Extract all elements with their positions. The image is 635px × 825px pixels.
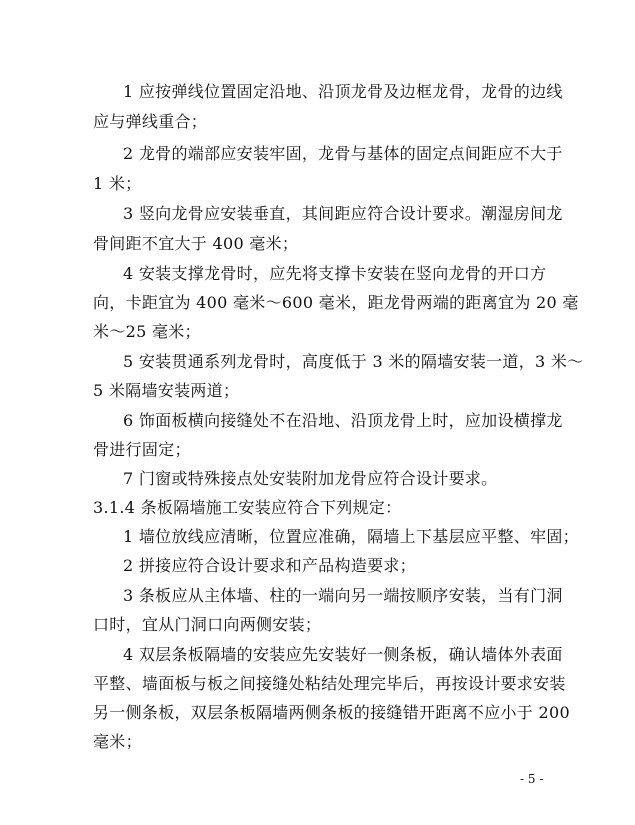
text-line: 6 饰面板横向接缝处不在沿地、沿顶龙骨上时，应加设横撑龙 bbox=[123, 411, 563, 430]
page-number: - 5 - bbox=[520, 772, 544, 786]
text-line: 5 米隔墙安装两道； bbox=[93, 381, 240, 400]
text-line: 米～25 毫米； bbox=[93, 322, 201, 341]
text-line: 应与弹线重合； bbox=[93, 112, 208, 131]
section-heading: 3.1.4 条板隔墙施工安装应符合下列规定： bbox=[93, 498, 402, 517]
text-line: 3 条板应从主体墙、柱的一端向另一端按顺序安装，当有门洞 bbox=[123, 586, 563, 605]
text-line: 平整、墙面板与板之间接缝处粘结处理完毕后，再按设计要求安装 bbox=[93, 674, 566, 693]
text-line: 毫米； bbox=[93, 732, 142, 751]
text-line: 1 米； bbox=[93, 174, 142, 193]
text-line: 1 墙位放线应清晰，位置应准确，隔墙上下基层应平整、牢固； bbox=[123, 527, 579, 546]
text-line: 7 门窗或特殊接点处安装附加龙骨应符合设计要求。 bbox=[123, 469, 498, 488]
text-line: 5 安装贯通系列龙骨时，高度低于 3 米的隔墙安装一道，3 米～ bbox=[123, 352, 584, 371]
text-line: 1 应按弹线位置固定沿地、沿顶龙骨及边框龙骨，龙骨的边线 bbox=[123, 82, 563, 101]
text-line: 骨进行固定； bbox=[93, 440, 191, 459]
text-line: 口时，宜从门洞口向两侧安装； bbox=[93, 615, 322, 634]
text-line: 3 竖向龙骨应安装垂直，其间距应符合设计要求。潮湿房间龙 bbox=[123, 204, 563, 223]
text-line: 4 安装支撑龙骨时，应先将支撑卡安装在竖向龙骨的开口方 bbox=[123, 264, 547, 283]
text-line: 2 拼接应符合设计要求和产品构造要求； bbox=[123, 556, 416, 575]
text-line: 向，卡距宜为 400 毫米～600 毫米，距龙骨两端的距离宜为 20 毫 bbox=[93, 293, 579, 312]
text-line: 骨间距不宜大于 400 毫米； bbox=[93, 234, 299, 253]
text-line: 4 双层条板隔墙的安装应先安装好一侧条板，确认墙体外表面 bbox=[123, 645, 563, 664]
text-line: 另一侧条板，双层条板隔墙两侧条板的接缝错开距离不应小于 200 bbox=[93, 703, 570, 722]
text-line: 2 龙骨的端部应安装牢固，龙骨与基体的固定点间距应不大于 bbox=[123, 144, 563, 163]
